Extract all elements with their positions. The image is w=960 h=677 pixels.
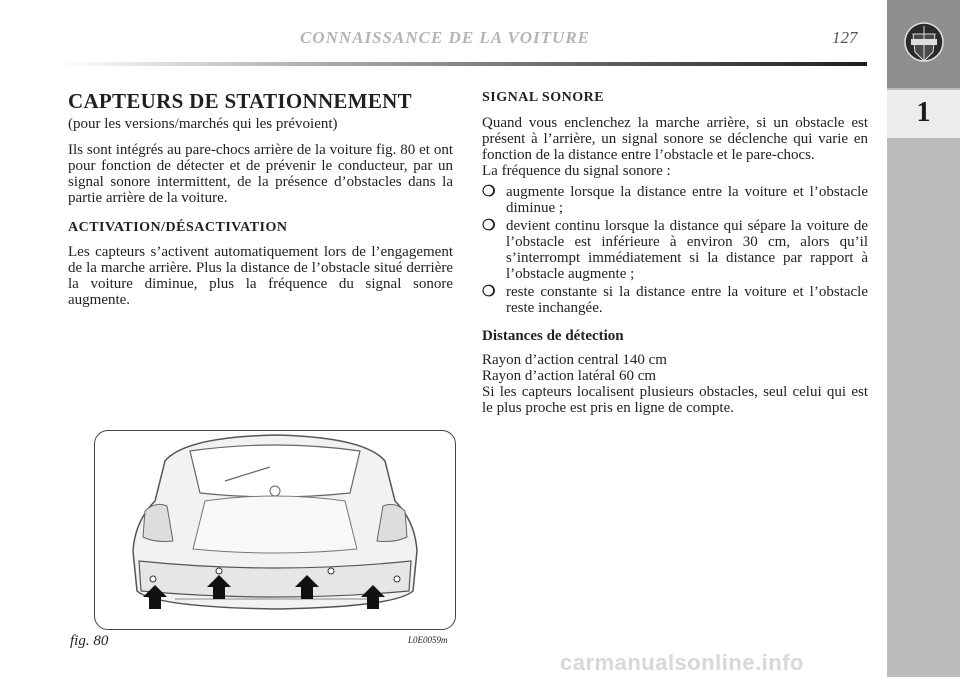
activation-paragraph: Les capteurs s’activent automatiquement lors de l’engagement de la marche arrière. Plus la distance de l’obstacle situé derrière la voiture diminue, plus la fréquence du signal sonore augmente.	[68, 244, 453, 308]
signal-heading: SIGNAL SONORE	[482, 90, 605, 105]
distance-lateral: Rayon d’action latéral 60 cm	[482, 368, 657, 384]
list-item	[482, 284, 868, 316]
list-item-text: reste constante si la distance entre la voiture et l’obstacle reste inchangée.	[506, 284, 868, 316]
page-number: 127	[832, 28, 858, 47]
signal-paragraph: Quand vous enclenchez la marche arrière, si un obstacle est présent à l’arrière, un signal sonore se déclenche qui varie en fonction de la distance entre l’obstacle et le pare-chocs.	[482, 115, 868, 163]
lancia-shield-icon	[903, 20, 945, 70]
section-header-title: CONNAISSANCE DE LA VOITURE	[299, 28, 591, 47]
left-column	[68, 88, 453, 317]
bullet-icon: ❍	[482, 284, 496, 300]
bullet-icon: ❍	[482, 218, 496, 234]
intro-paragraph: Ils sont intégrés au pare-chocs arrière de la voiture fig. 80 et ont pour fonction de détecter et de prévenir le conducteur, par un signal sonore intermittent, de la présence d’obstacles dans la partie arrière de la voiture.	[68, 142, 453, 206]
list-item-text: devient continu lorsque la distance qui sépare la voiture de l’obstacle est inférieure à environ 30 cm, alors qu’il s’interrompt immédiatement si la distance par rapport à l’obstacle augmente ;	[506, 218, 868, 282]
list-item	[482, 184, 868, 216]
figure-code: L0E0059m	[408, 635, 448, 645]
list-item-text: augmente lorsque la distance entre la voiture et l’obstacle diminue ;	[506, 184, 868, 216]
list-item	[482, 218, 868, 282]
distance-central: Rayon d’action central 140 cm	[482, 352, 667, 368]
watermark: carmanualsonline.info	[560, 650, 804, 675]
section-subtitle: (pour les versions/marchés qui les prévoient)	[68, 116, 338, 132]
distances-block	[482, 352, 868, 416]
activation-heading: ACTIVATION/DÉSACTIVATION	[68, 220, 288, 235]
figure-caption: fig. 80	[70, 633, 109, 649]
section-title: CAPTEURS DE STATIONNEMENT	[68, 89, 412, 113]
car-rear-illustration	[95, 431, 455, 629]
right-column	[482, 90, 868, 416]
chapter-number: 1	[916, 97, 931, 128]
bullet-icon: ❍	[482, 184, 496, 200]
figure-rear-bumper	[94, 430, 456, 630]
distances-heading: Distances de détection	[482, 328, 624, 344]
frequency-intro: La fréquence du signal sonore :	[482, 163, 671, 179]
distance-note: Si les capteurs localisent plusieurs obstacles, seul celui qui est le plus proche est pris en ligne de compte.	[482, 384, 868, 416]
header-rule	[60, 62, 867, 66]
frequency-list	[482, 184, 868, 316]
